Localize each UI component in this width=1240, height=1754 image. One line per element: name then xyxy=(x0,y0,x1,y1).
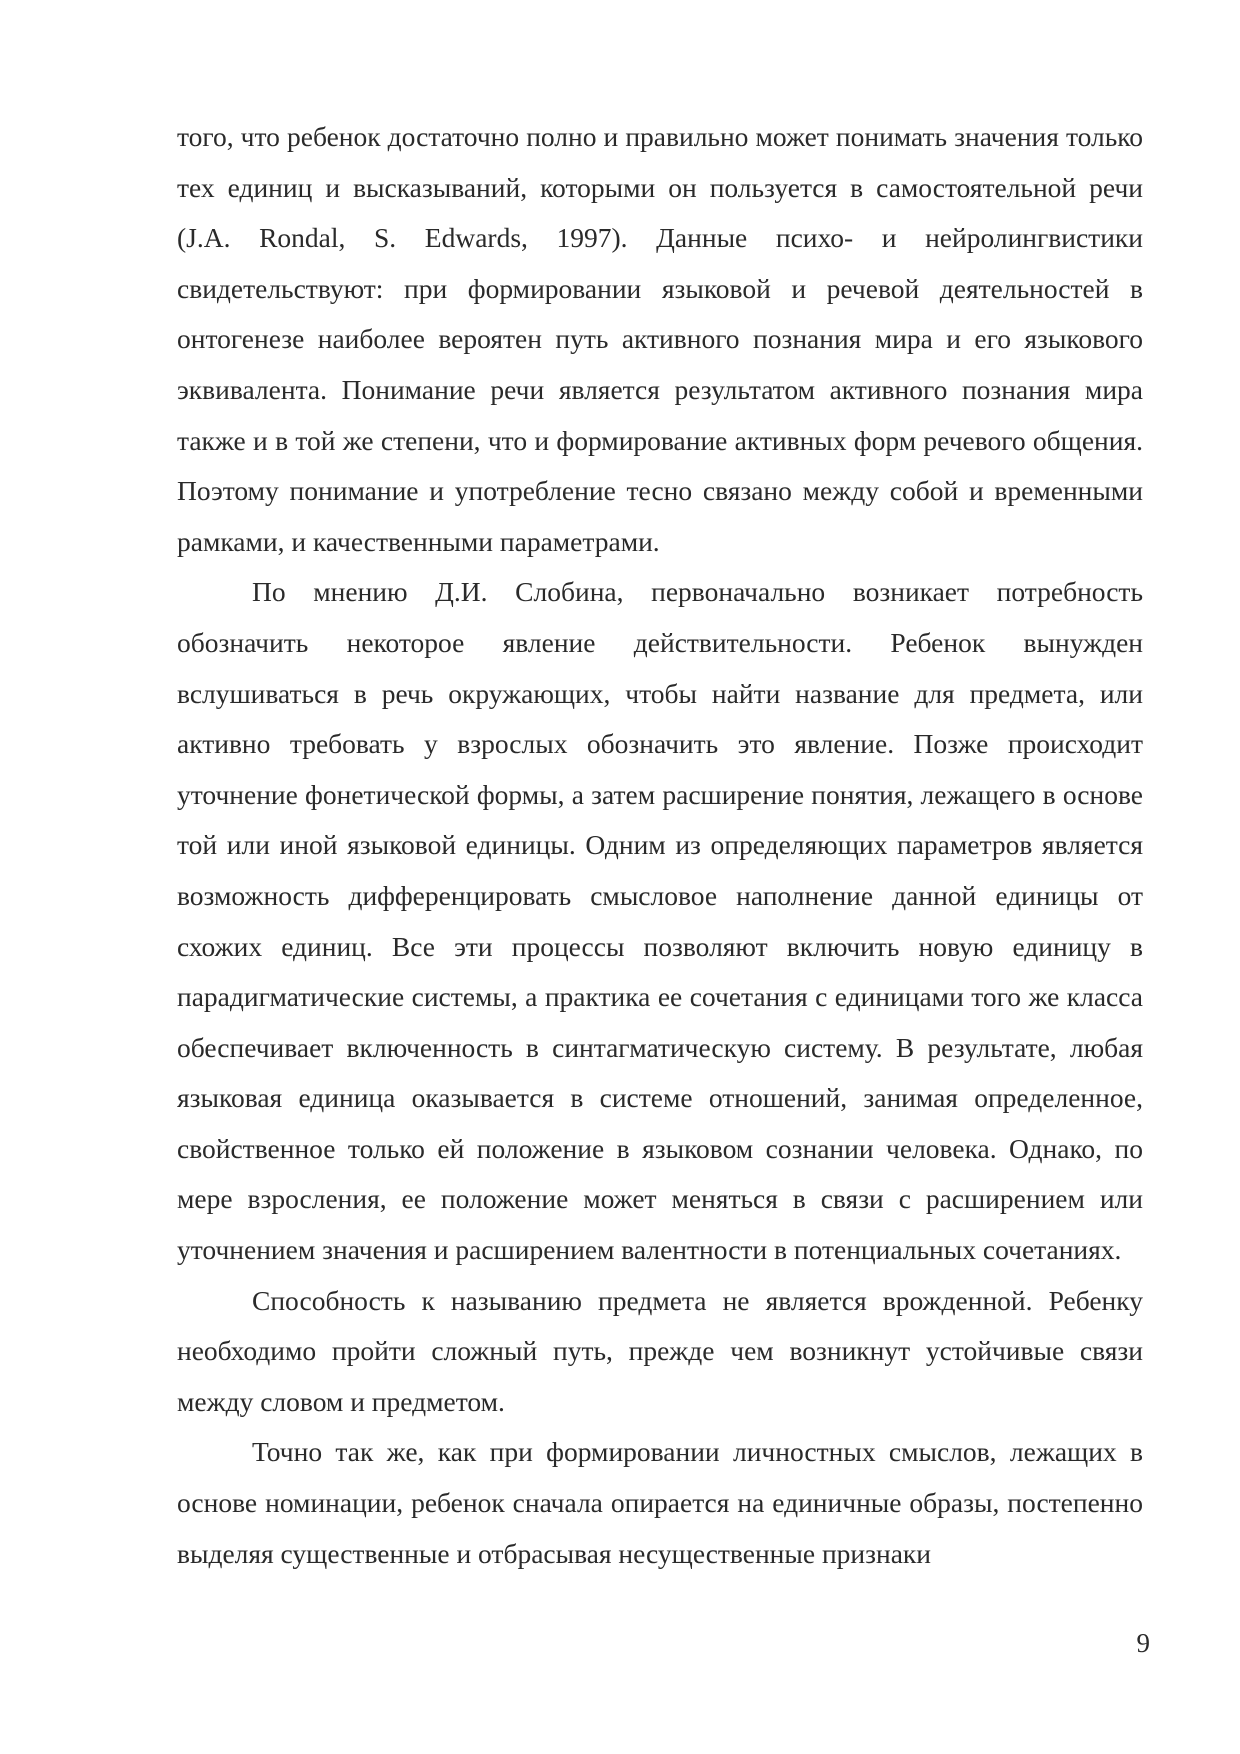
paragraph-1: того, что ребенок достаточно полно и правильно может понимать значения только тех единиц и высказываний, которыми он пользуется в самостоятельной речи (J.A. Rondal, S. Edwards, 1997). Данные психо- и нейролингвистики свидетельствуют: при формировании языковой и речевой деятельностей в онтогенезе наиболее вероятен путь активного познания мира и его языкового эквивалента. Понимание речи является результатом активного познания мира также и в той же степени, что и формирование активных форм речевого общения. Поэтому понимание и употребление тесно связано между собой и временными рамками, и качественными параметрами. xyxy=(177,121,1143,557)
paragraph-3: Способность к называнию предмета не является врожденной. Ребенку необходимо пройти сложный путь, прежде чем возникнут устойчивые связи между словом и предметом. xyxy=(177,1284,1143,1417)
page-number: 9 xyxy=(1136,1628,1150,1658)
paragraph-4: Точно так же, как при формировании личностных смыслов, лежащих в основе номинации, ребенок сначала опирается на единичные образы, постепенно выделяя существенные и отбрасывая несущественные признаки xyxy=(177,1436,1143,1569)
paragraph-2: По мнению Д.И. Слобина, первоначально возникает потребность обозначить некоторое явление действительности. Ребенок вынужден вслушиваться в речь окружающих, чтобы найти название для предмета, или активно требовать у взрослых обозначить это явление. Позже происходит уточнение фонетической формы, а затем расширение понятия, лежащего в основе той или иной языковой единицы. Одним из определяющих параметров является возможность дифференцировать смысловое наполнение данной единицы от схожих единиц. Все эти процессы позволяют включить новую единицу в парадигматические системы, а практика ее сочетания с единицами того же класса обеспечивает включенность в синтагматическую систему. В результате, любая языковая единица оказывается в системе отношений, занимая определенное, свойственное только ей положение в языковом сознании человека. Однако, по мере взросления, ее положение может меняться в связи с расширением или уточнением значения и расширением валентности в потенциальных сочетаниях. xyxy=(177,576,1143,1266)
body-text xyxy=(177,112,1143,1579)
